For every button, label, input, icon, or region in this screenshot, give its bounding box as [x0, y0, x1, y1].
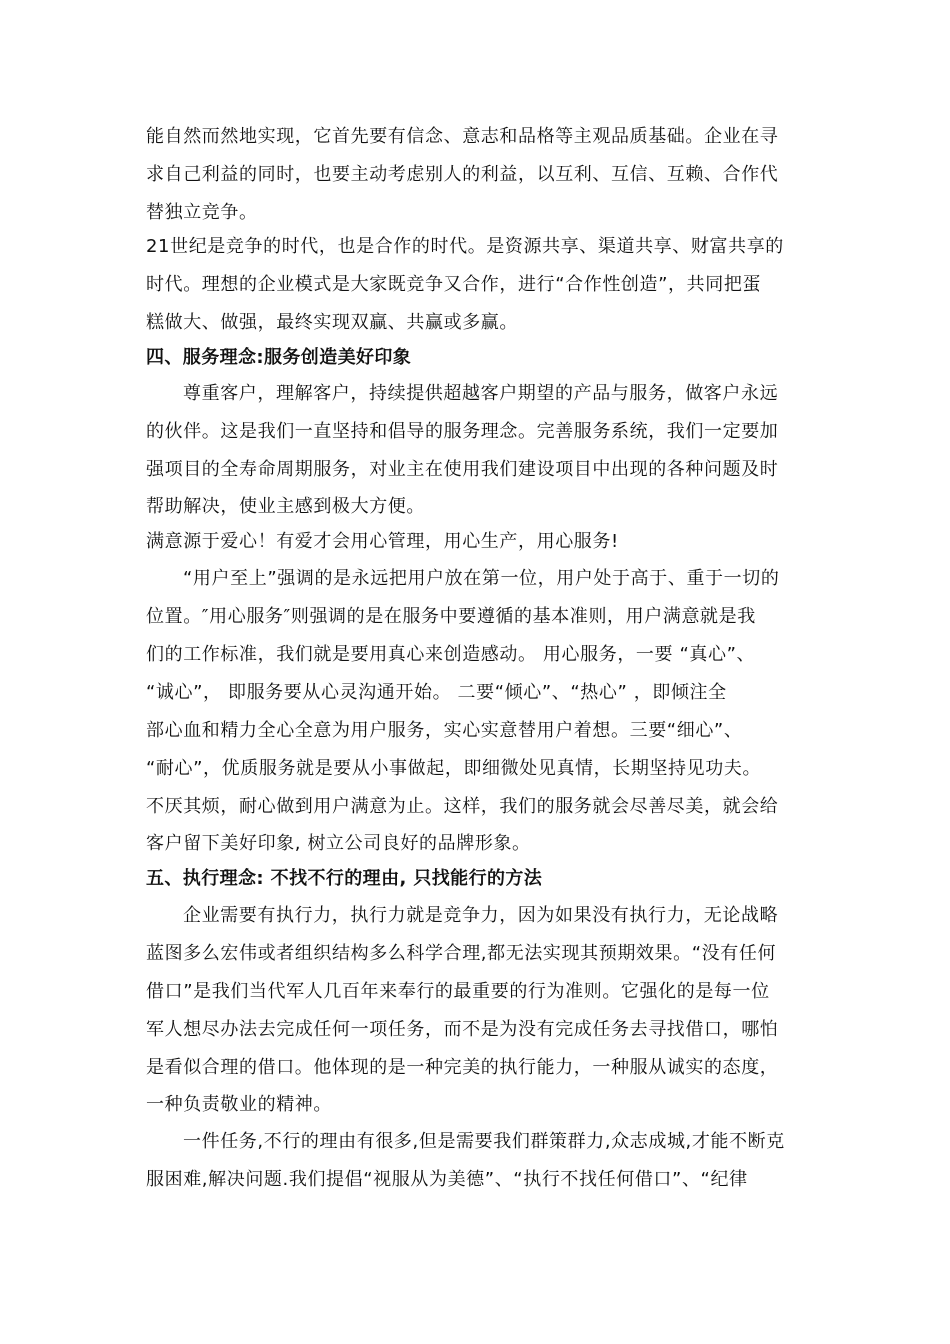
paragraph-line: “耐心”，优质服务就是要从小事做起，即细微处见真情，长期坚持见功夫。: [146, 758, 762, 779]
paragraph-line: 企业需要有执行力，执行力就是竞争力，因为如果没有执行力，无论战略: [183, 905, 779, 926]
paragraph-line: 服困难,解决问题.我们提倡“视服从为美德”、“执行不找任何借口”、“纪律: [146, 1169, 748, 1190]
paragraph-line: 帮助解决，使业主感到极大方便。: [146, 496, 425, 517]
paragraph-line: 时代。理想的企业模式是大家既竞争又合作，进行“合作性创造”，共同把蛋: [146, 274, 762, 295]
paragraph-line: 蓝图多么宏伟或者组织结构多么科学合理,都无法实现其预期效果。“没有任何: [146, 943, 777, 964]
paragraph-line: 替独立竞争。: [146, 202, 258, 223]
paragraph-line: “诚心”， 即服务要从心灵沟通开始。 二要“倾心”、“热心” ，即倾注全: [146, 682, 727, 703]
paragraph-line: 位置。″用心服务″则强调的是在服务中要遵循的基本准则，用户满意就是我: [146, 606, 756, 627]
paragraph-line: “用户至上”强调的是永远把用户放在第一位，用户处于高于、重于一切的: [183, 568, 780, 589]
paragraph-line: 一件任务,不行的理由有很多,但是需要我们群策群力,众志成城,才能不断克: [183, 1131, 785, 1152]
paragraph-line: 的伙伴。这是我们一直坚持和倡导的服务理念。完善服务系统，我们一定要加: [146, 421, 779, 442]
paragraph-line: 借口”是我们当代军人几百年来奉行的最重要的行为准则。它强化的是每一位: [146, 981, 770, 1002]
paragraph-line: 求自己利益的同时，也要主动考虑别人的利益，以互利、互信、互赖、合作代: [146, 164, 779, 185]
paragraph-line: 不厌其烦，耐心做到用户满意为止。这样，我们的服务就会尽善尽美，就会给: [146, 796, 779, 817]
paragraph-line: 21世纪是竞争的时代，也是合作的时代。是资源共享、渠道共享、财富共享的: [146, 236, 784, 257]
paragraph-line: 军人想尽办法去完成任何一项任务，而不是为没有完成任务去寻找借口，哪怕: [146, 1019, 779, 1040]
paragraph-line: 客户留下美好印象, 树立公司良好的品牌形象。: [146, 833, 531, 854]
paragraph-line: 是看似合理的借口。他体现的是一种完美的执行能力，一种服从诚实的态度，: [146, 1057, 779, 1078]
paragraph-line: 糕做大、做强，最终实现双赢、共赢或多赢。: [146, 312, 518, 333]
paragraph-line: 满意源于爱心！有爱才会用心管理，用心生产，用心服务!: [146, 531, 619, 552]
section-heading: 四、服务理念:服务创造美好印象: [146, 347, 412, 368]
paragraph-line: 部心血和精力全心全意为用户服务，实心实意替用户着想。三要“细心”、: [146, 720, 743, 741]
section-heading: 五、执行理念: 不找不行的理由, 只找能行的方法: [146, 868, 543, 889]
paragraph-line: 尊重客户，理解客户，持续提供超越客户期望的产品与服务，做客户永远: [183, 383, 779, 404]
paragraph-line: 一种负责敬业的精神。: [146, 1094, 332, 1115]
paragraph-line: 们的工作标准，我们就是要用真心来创造感动。 用心服务，一要 “真心”、: [146, 644, 756, 665]
paragraph-line: 强项目的全寿命周期服务，对业主在使用我们建设项目中出现的各种问题及时: [146, 459, 779, 480]
paragraph-line: 能自然而然地实现，它首先要有信念、意志和品格等主观品质基础。企业在寻: [146, 126, 779, 147]
